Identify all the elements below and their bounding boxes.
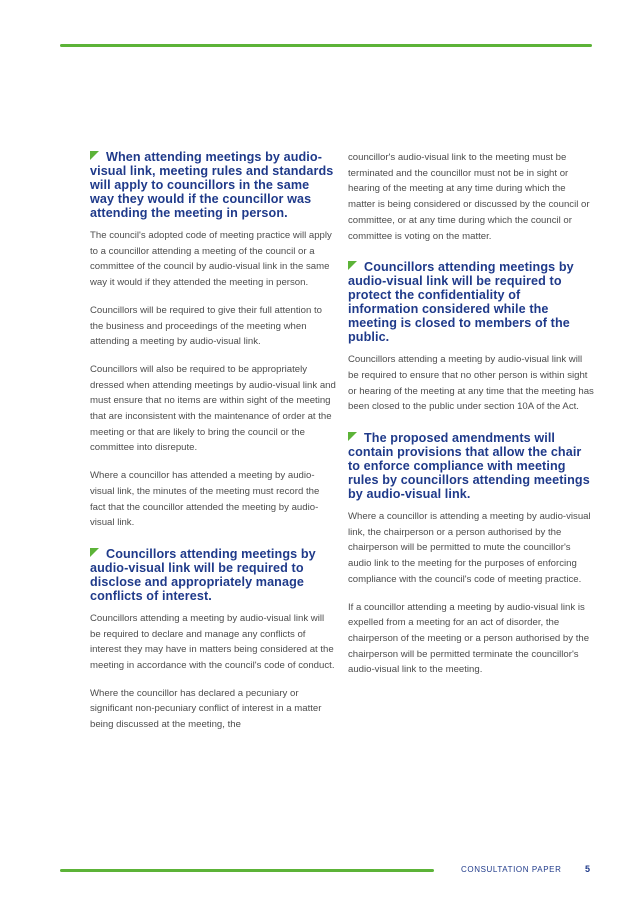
section-chair-enforcement xyxy=(348,431,594,678)
paragraph: Where a councillor has attended a meeting by audio-visual link, the minutes of the meeting must record the fact that the councillor attended the meeting by audio-visual link. xyxy=(90,470,320,529)
paragraph: Where the councillor has declared a pecuniary or significant non-pecuniary conflict of interest in a matter being discussed at the meeting, the xyxy=(90,687,322,731)
paragraph: Where a councillor is attending a meeting by audio-visual link, the chairperson or a person authorised by the chairperson will be permitted to mute the councillor's audio link to the meeting for the purposes of enforcing compliance with the council's code of meeting practice. xyxy=(348,511,591,585)
triangle-bullet-icon xyxy=(348,261,357,270)
section-heading: When attending meetings by audio-visual link, meeting rules and standards will apply to councillors in the same way they would if the councillor was attending the meeting in person. xyxy=(90,150,334,220)
paragraph: Councillors attending a meeting by audio-visual link will be required to ensure that no other person is within sight or hearing of the meeting at any time that the meeting has been closed to the public under section 10A of the Act. xyxy=(348,354,594,413)
paragraph: Councillors will be required to give their full attention to the business and proceedings of the meeting when attending a meeting by audio-visual link. xyxy=(90,304,322,348)
section-meeting-rules xyxy=(90,150,336,531)
page-number: 5 xyxy=(585,864,591,874)
section-heading: Councillors attending meetings by audio-visual link will be required to disclose and appropriately manage conflicts of interest. xyxy=(90,546,316,603)
section-continuation xyxy=(348,150,594,244)
paragraph: The council's adopted code of meeting practice will apply to a councillor attending a meeting of the council or a committee of the council by audio-visual link in the same way it would if they attended the meeting in person. xyxy=(90,230,332,289)
right-column xyxy=(348,150,594,694)
paragraph: If a councillor attending a meeting by audio-visual link is expelled from a meeting for an act of disorder, the chairperson of the meeting or a person authorised by the chairperson will be permitted terminate the councillor's audio-visual link to the meeting. xyxy=(348,601,590,676)
footer-divider xyxy=(60,869,434,872)
paragraph: councillor's audio-visual link to the meeting must be terminated and the councillor must not be in sight or hearing of the meeting at any time during which the matter is being considered or discussed by the council or committee, or at any time during which the council or committee is voting on the matter. xyxy=(348,152,590,242)
section-heading: The proposed amendments will contain provisions that allow the chair to enforce compliance with meeting rules by councillors attending meetings by audio-visual link. xyxy=(348,431,590,502)
paragraph: Councillors attending a meeting by audio-visual link will be required to declare and manage any conflicts of interest they may have in matters being considered at the meeting in accordance with the council's code of conduct. xyxy=(90,612,335,672)
footer-label: CONSULTATION PAPER xyxy=(461,865,562,874)
top-divider xyxy=(60,44,592,47)
triangle-bullet-icon xyxy=(348,432,357,441)
section-confidentiality xyxy=(348,260,594,415)
section-heading: Councillors attending meetings by audio-visual link will be required to protect the confidentiality of information considered while the meeting is closed to members of the public. xyxy=(348,260,574,345)
triangle-bullet-icon xyxy=(90,151,99,160)
section-conflicts-of-interest xyxy=(90,547,336,733)
paragraph: Councillors will also be required to be appropriately dressed when attending meetings by audio-visual link and must ensure that no items are within sight of the meeting that are inconsistent with the maintenance of order at the meeting or that are likely to bring the council or the committee into disrepute. xyxy=(90,363,336,454)
left-column xyxy=(90,150,336,749)
triangle-bullet-icon xyxy=(90,548,99,557)
